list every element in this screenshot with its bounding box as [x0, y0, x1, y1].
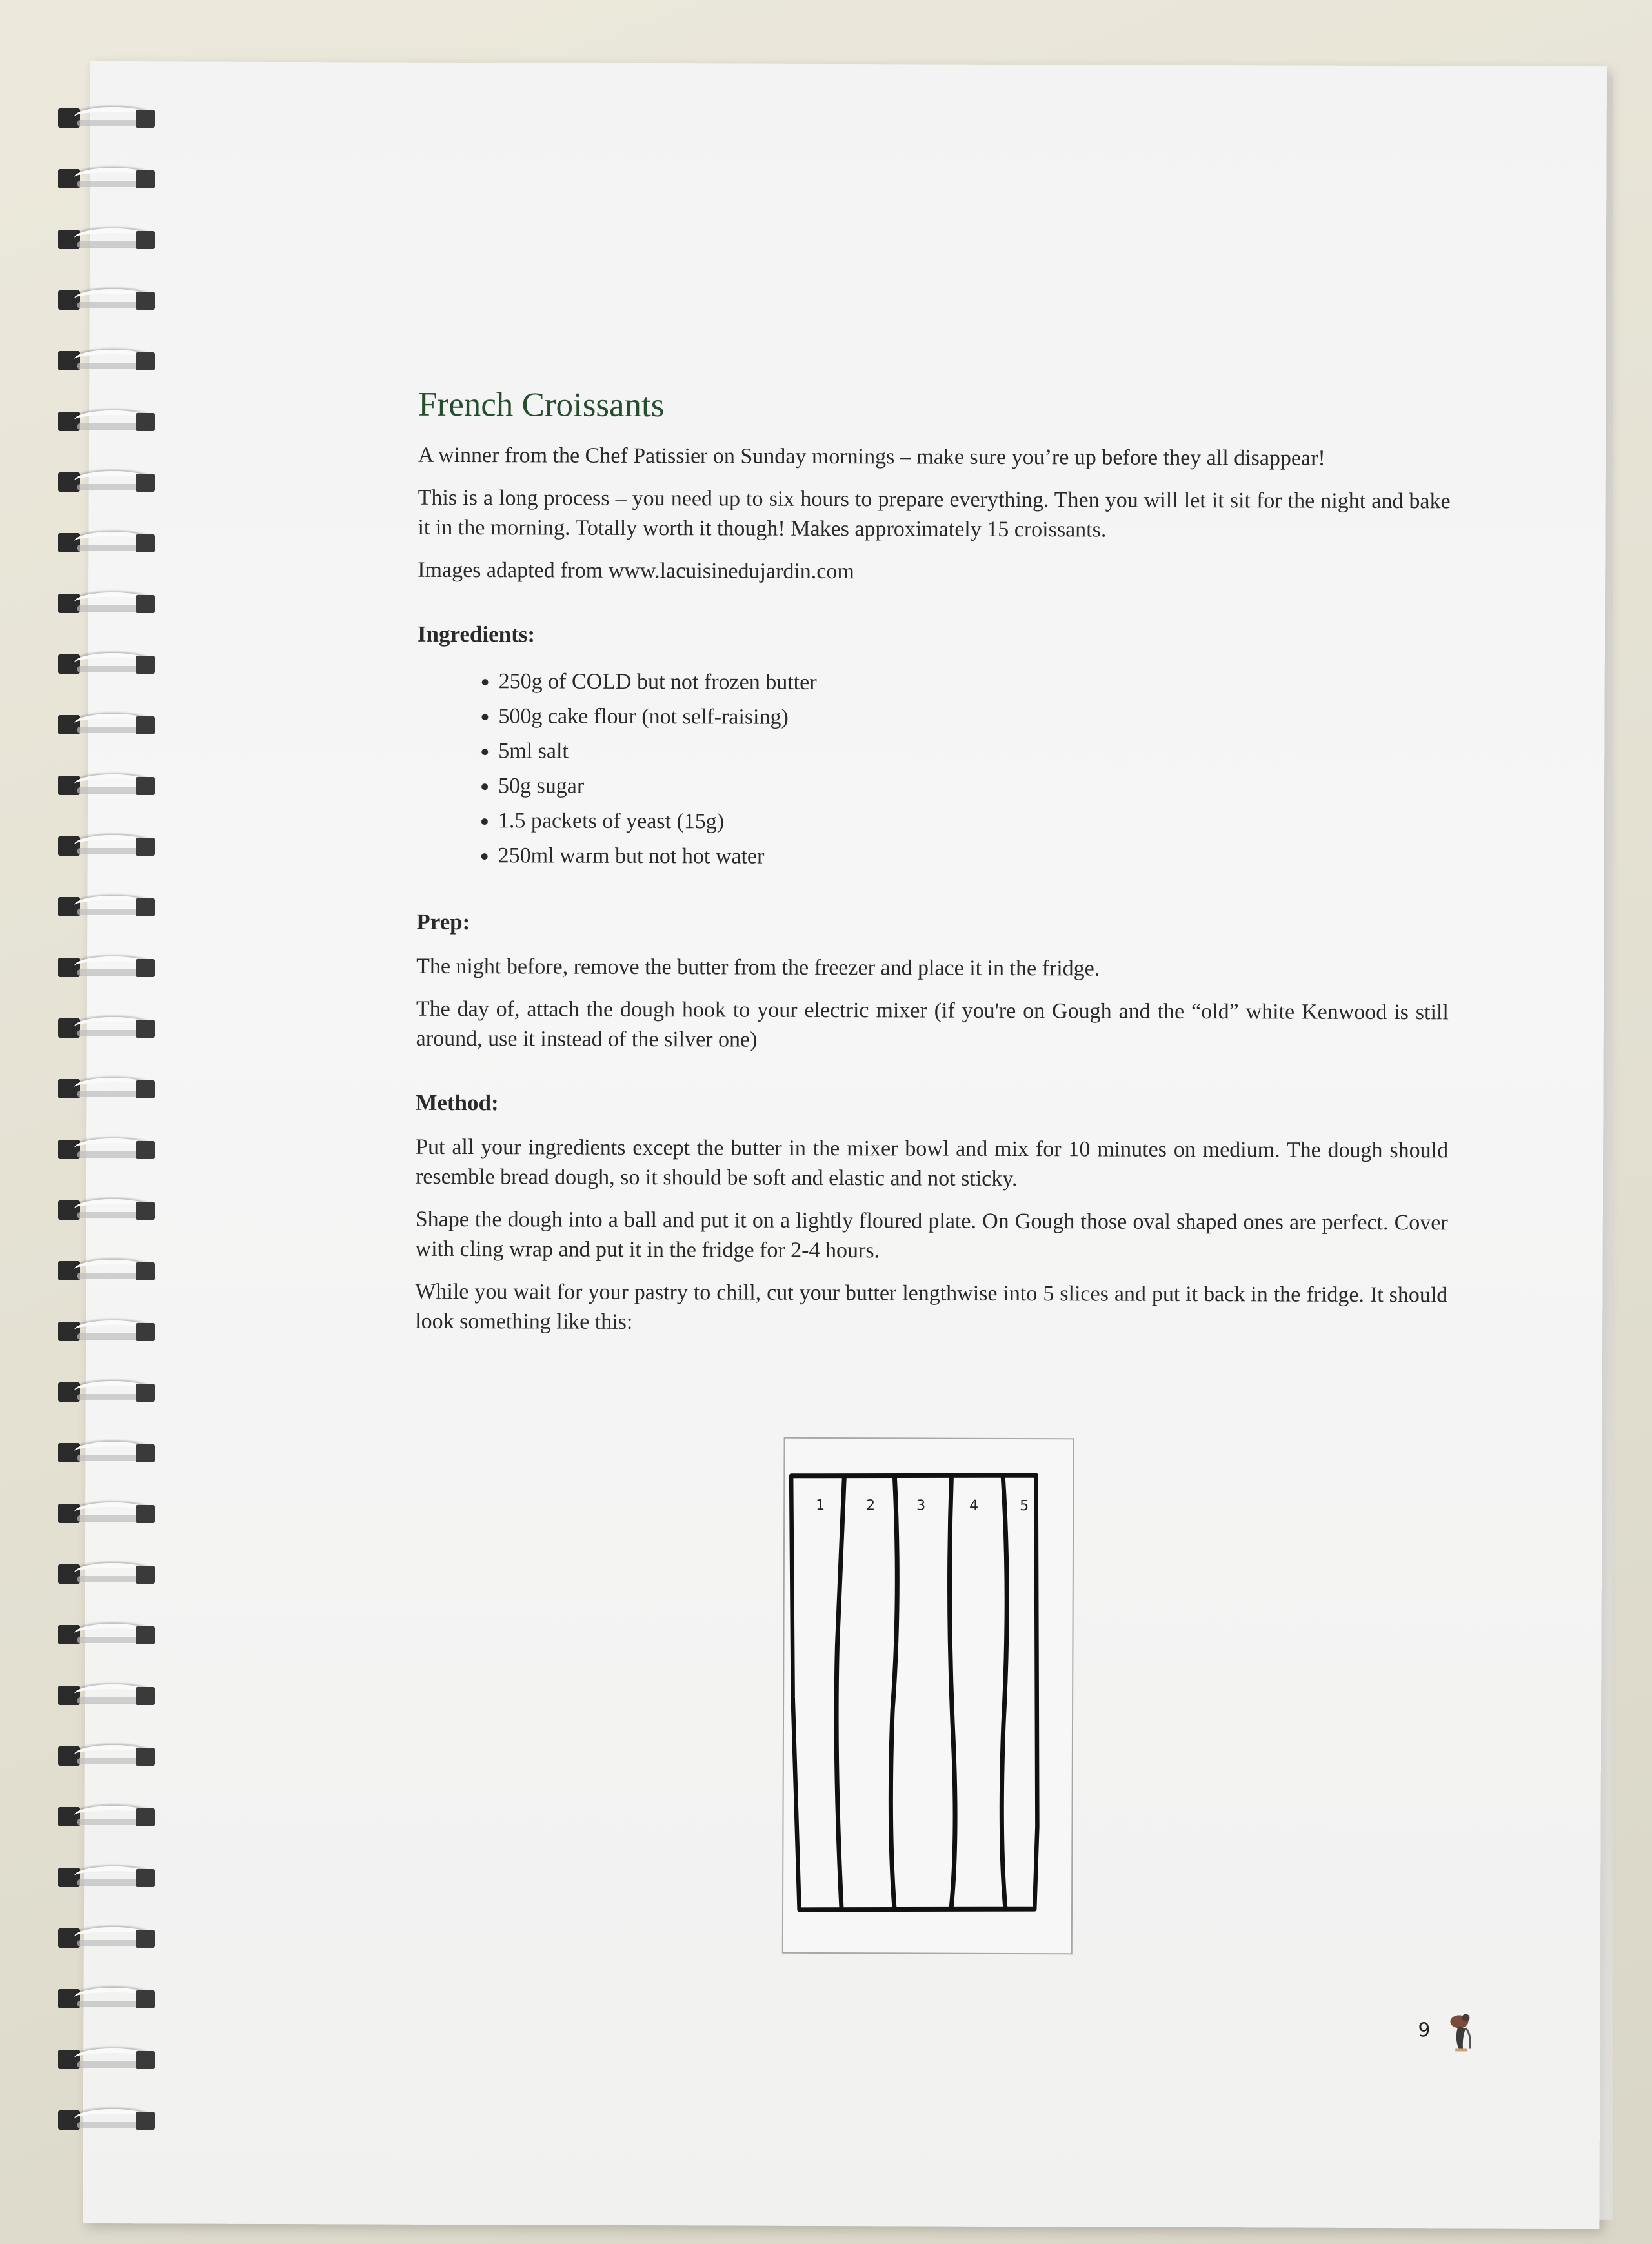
slice-label: 1 [816, 1497, 825, 1513]
binding-coil [39, 831, 161, 860]
binding-coil [39, 892, 161, 920]
spiral-binding [39, 103, 168, 2181]
ingredient-item: • 500g cake flour (not self-raising) [498, 699, 1449, 737]
binding-coil [39, 528, 161, 556]
image-credit: Images adapted from www.lacuisinedujardin.com [418, 558, 854, 584]
binding-coil [39, 225, 161, 253]
binding-coil [39, 1620, 161, 1648]
binding-coil [39, 467, 161, 496]
slice-label: 5 [1020, 1498, 1029, 1515]
binding-coil [39, 164, 161, 192]
binding-coil [39, 953, 161, 981]
binding-coil [39, 1438, 161, 1466]
ingredient-item: • 1.5 packets of yeast (15g) [498, 804, 1449, 842]
butter-slices-drawing [783, 1439, 1073, 1954]
method-paragraph: While you wait for your pastry to chill, cut your butter lengthwise into 5 slices and put it back in the fridge. It should look something like this: [415, 1279, 1448, 1334]
ingredients-heading: Ingredients: [417, 621, 536, 647]
binding-coil [39, 771, 161, 799]
binding-coil [39, 103, 161, 132]
binding-coil [39, 1559, 161, 1588]
ingredient-item: • 250ml warm but not hot water [498, 838, 1449, 876]
ingredients-list [417, 664, 1450, 877]
binding-coil [39, 1074, 161, 1102]
page-number: 9 [1418, 2019, 1431, 2042]
binding-coil [39, 285, 161, 314]
binding-coil [39, 1741, 161, 1770]
prep-heading: Prep: [416, 909, 470, 935]
binding-coil [39, 346, 161, 374]
penguin-icon [1444, 2008, 1480, 2054]
binding-coil [39, 649, 161, 678]
binding-coil [39, 710, 161, 738]
binding-coil [39, 1802, 161, 1830]
binding-coil [39, 1013, 161, 1042]
slice-divider [836, 1476, 844, 1908]
binding-coil [39, 407, 161, 435]
binding-coil [39, 1863, 161, 1891]
binding-coil [39, 589, 161, 617]
binding-coil [39, 1377, 161, 1406]
prep-paragraph: The day of, attach the dough hook to your electric mixer (if you're on Gough and the “old” white Kenwood is still around, use it instead of the silver one) [416, 996, 1449, 1052]
page-footer [1413, 2008, 1490, 2054]
binding-coil [39, 2105, 161, 2134]
method-paragraph: Shape the dough into a ball and put it on a lightly floured plate. On Gough those oval shaped ones are perfect. Cover with cling wrap and put it in the fridge for 2-4 hours. [415, 1207, 1448, 1263]
binding-coil [39, 1499, 161, 1527]
slice-label: 4 [969, 1497, 979, 1514]
recipe-title: French Croissants [418, 385, 665, 425]
recipe-intro: A winner from the Chef Patissier on Sunday mornings – make sure you’re up before they all disappear! [418, 443, 1325, 470]
slice-divider [891, 1476, 898, 1908]
notebook-page [83, 61, 1607, 2229]
ingredient-item: • 50g sugar [498, 769, 1449, 807]
prep-paragraph: The night before, remove the butter from the freezer and place it in the fridge. [416, 954, 1100, 981]
binding-coil [39, 1984, 161, 2012]
recipe-description: This is a long process – you need up to six hours to prepare everything. Then you will let it sit for the night and bake it in the morning. Totally worth it though! Makes approximately 15 croissants. [418, 485, 1451, 542]
slice-label: 3 [916, 1497, 926, 1514]
binding-coil [39, 1195, 161, 1224]
binding-coil [39, 1923, 161, 1952]
binding-coil [39, 1135, 161, 1163]
ingredient-item: • 5ml salt [498, 734, 1449, 772]
method-heading: Method: [416, 1089, 499, 1116]
slice-divider [949, 1478, 956, 1909]
binding-coil [39, 1681, 161, 1709]
binding-coil [39, 1256, 161, 1284]
ingredient-item: • 250g of COLD but not frozen butter [499, 664, 1450, 702]
butter-slices-figure [782, 1437, 1074, 1955]
slice-divider [1002, 1478, 1007, 1909]
binding-coil [39, 2045, 161, 2073]
method-paragraph: Put all your ingredients except the butter in the mixer bowl and mix for 10 minutes on medium. The dough should resemble bread dough, so it should be soft and elastic and not sticky. [415, 1135, 1449, 1191]
slice-label: 2 [866, 1497, 876, 1514]
binding-coil [39, 1317, 161, 1345]
page-content [415, 385, 1451, 1353]
